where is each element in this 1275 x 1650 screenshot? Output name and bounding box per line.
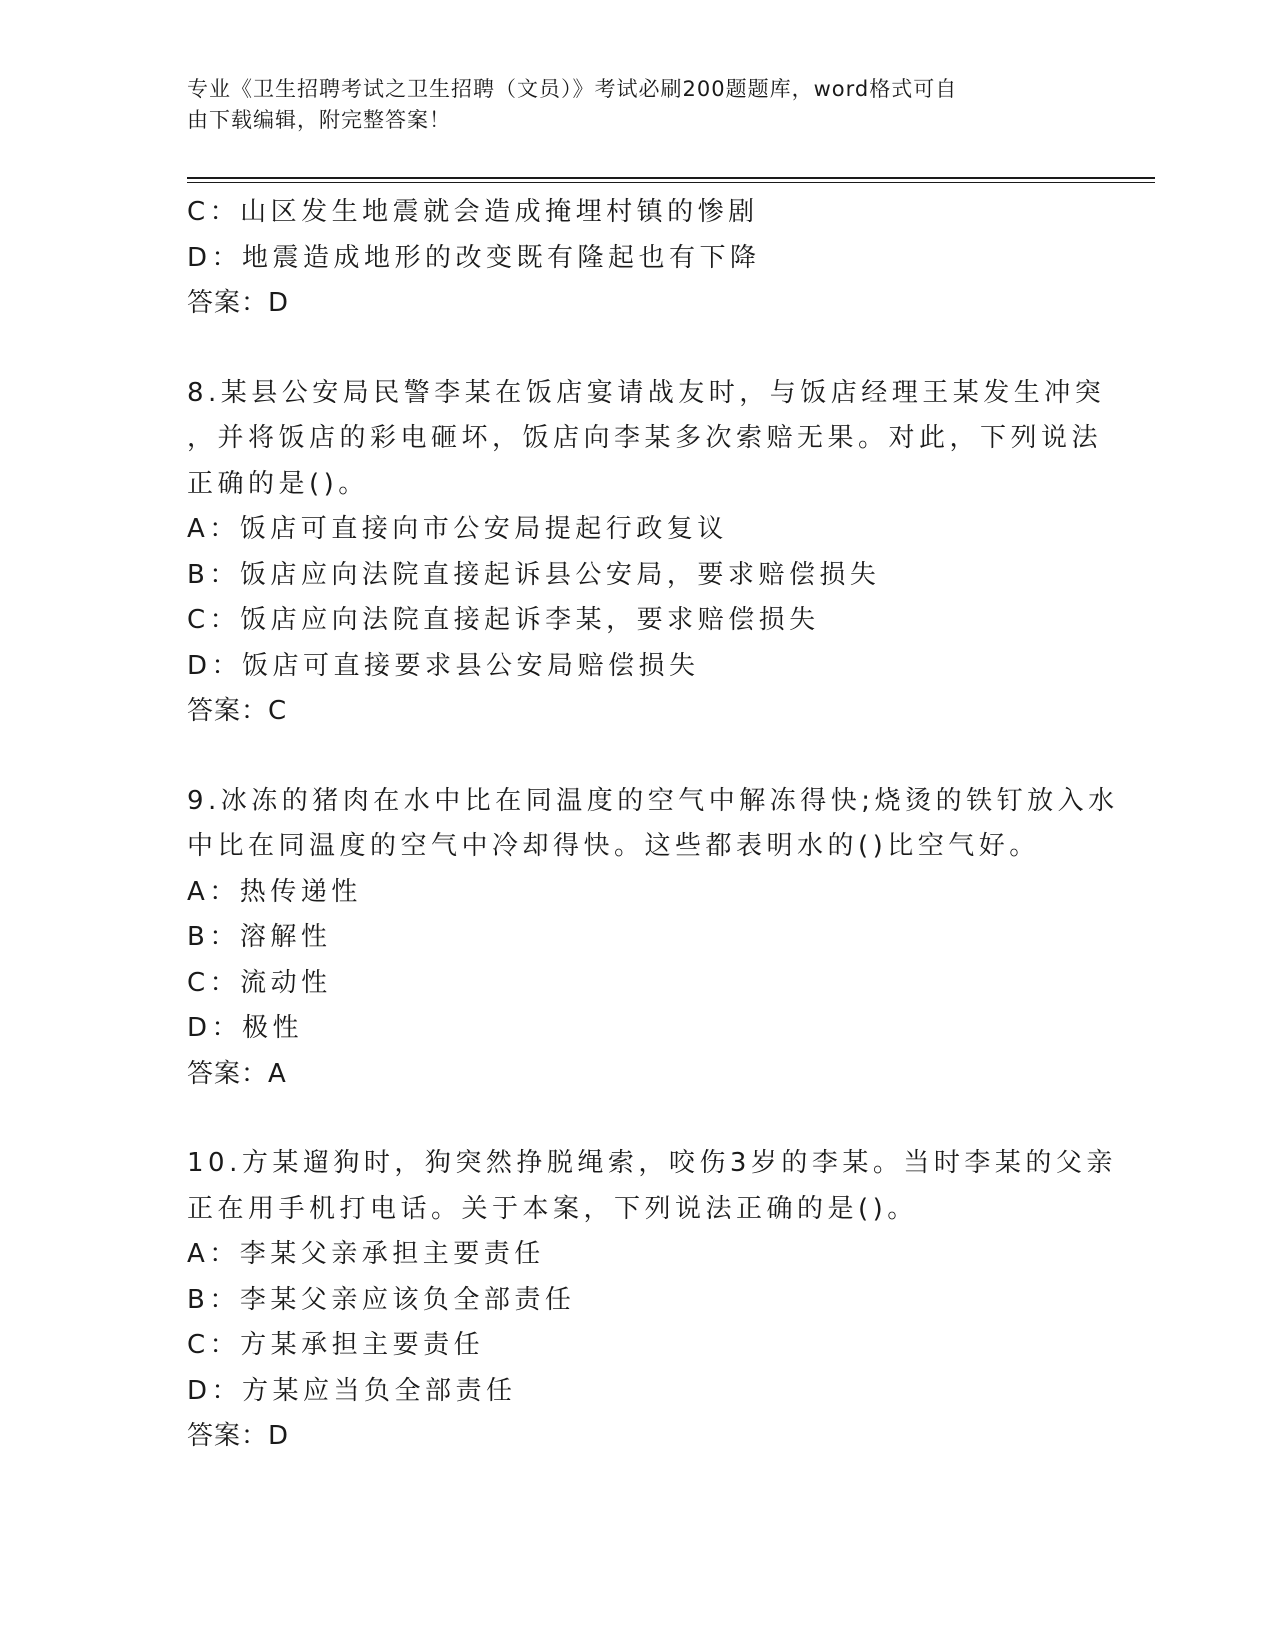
answer-line: 答案：D	[187, 1421, 290, 1451]
option-a: A：热传递性	[187, 876, 362, 907]
question-9	[187, 779, 1119, 1098]
header-line: 由下载编辑，附完整答案！	[187, 108, 451, 132]
document-header	[187, 74, 1067, 136]
option-a: A：李某父亲承担主要责任	[187, 1239, 545, 1269]
stem-line: 10.方某遛狗时，狗突然挣脱绳索，咬伤3岁的李某。当时李某的父亲	[187, 1148, 1117, 1178]
stem-line: 正在用手机打电话。关于本案，下列说法正确的是()。	[187, 1193, 918, 1224]
option-c: C：流动性	[187, 967, 332, 998]
option-d: D：极性	[187, 1013, 304, 1043]
header-divider	[187, 177, 1155, 179]
option-b: B：李某父亲应该负全部责任	[187, 1284, 576, 1315]
option-c: C：饭店应向法院直接起诉李某，要求赔偿损失	[187, 605, 820, 635]
option-b: B：饭店应向法院直接起诉县公安局，要求赔偿损失	[187, 559, 881, 590]
stem-line: 正确的是()。	[187, 468, 369, 499]
option-d: D：方某应当负全部责任	[187, 1375, 517, 1406]
option-a: A：饭店可直接向市公安局提起行政复议	[187, 514, 728, 544]
question-stem	[187, 1141, 1117, 1232]
header-divider-thin	[187, 182, 1155, 183]
answer-line: 答案：D	[187, 288, 290, 318]
option-d: D：地震造成地形的改变既有隆起也有下降	[187, 242, 761, 273]
question-10	[187, 1141, 1117, 1460]
header-line: 专业《卫生招聘考试之卫生招聘（文员）》考试必刷200题题库，word格式可自	[187, 77, 958, 101]
option-c: C：方某承担主要责任	[187, 1330, 485, 1360]
answer-line: 答案：A	[187, 1058, 287, 1089]
question-8	[187, 371, 1106, 735]
answer-line: 答案：C	[187, 696, 288, 726]
previous-question	[187, 190, 1087, 327]
document-body	[187, 190, 1119, 1460]
stem-line: 中比在同温度的空气中冷却得快。这些都表明水的()比空气好。	[187, 831, 1040, 861]
option-b: B：溶解性	[187, 922, 332, 952]
stem-line: 8.某县公安局民警李某在饭店宴请战友时，与饭店经理王某发生冲突	[187, 377, 1106, 408]
stem-line: ，并将饭店的彩电砸坏，饭店向李某多次索赔无果。对此，下列说法	[187, 423, 1103, 453]
question-stem	[187, 371, 1106, 508]
option-d: D：饭店可直接要求县公安局赔偿损失	[187, 650, 700, 681]
stem-line: 9.冰冻的猪肉在水中比在同温度的空气中解冻得快;烧烫的铁钉放入水	[187, 785, 1119, 816]
option-c: C：山区发生地震就会造成掩埋村镇的惨剧	[187, 197, 759, 227]
question-stem	[187, 779, 1119, 870]
